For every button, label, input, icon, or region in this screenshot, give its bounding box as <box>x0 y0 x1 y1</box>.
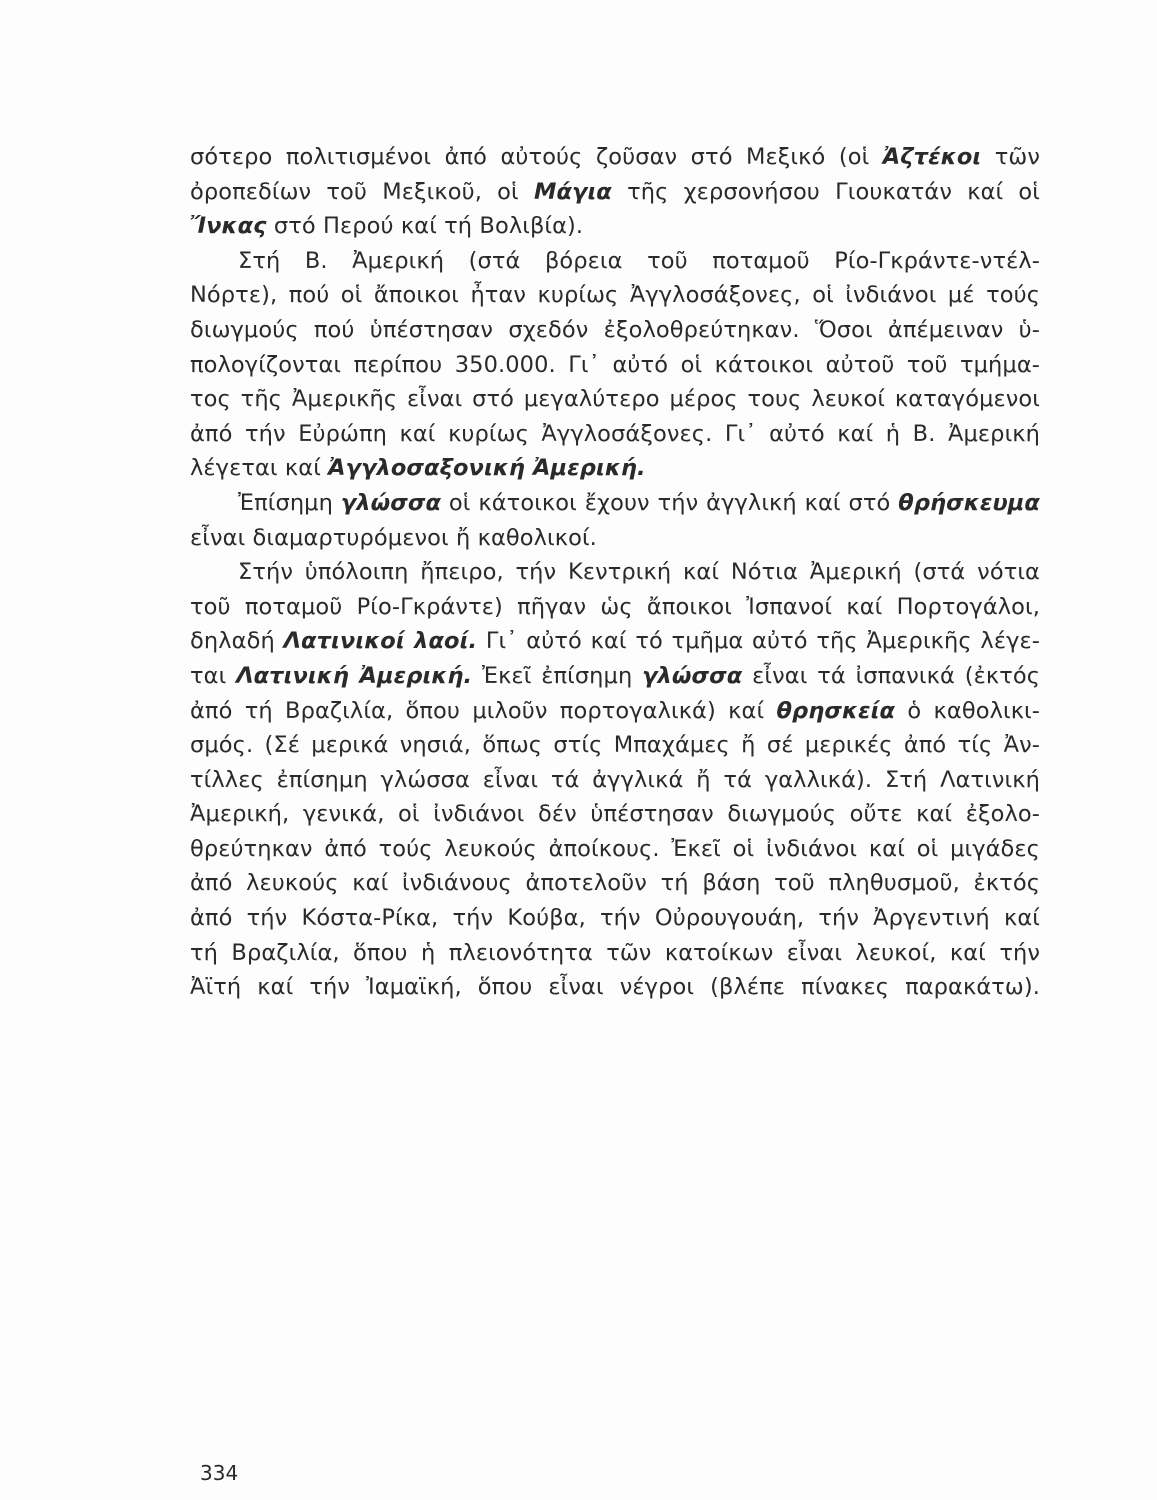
emphasized-term: Μάγια <box>533 178 612 205</box>
emphasized-term: Λατινικοί λαοί. <box>283 628 478 655</box>
text-segment: Στήν ὑπόλοιπη ἤπειρο, τήν Κεντρική καί Νότια Ἀμερική (στά νότια <box>238 559 1040 586</box>
text-segment: τῆς χερσονήσου Γιουκατάν καί οἱ <box>611 178 1040 205</box>
text-segment: ἀπό λευκούς καί ἰνδιάνους ἀποτελοῦν τή βάση τοῦ πληθυσμοῦ, ἐκτός <box>190 870 1040 897</box>
body-text <box>190 140 1040 1005</box>
emphasized-term: Ἀζτέκοι <box>882 144 982 170</box>
text-line <box>190 901 1040 936</box>
text-line <box>190 244 1040 279</box>
text-segment: ἀπό τή Βραζιλία, ὅπου μιλοῦν πορτογαλικά) καί <box>190 697 777 724</box>
text-segment: σότερο πολιτισμένοι ἀπό αὐτούς ζοῦσαν στό Μεξικό (οἱ <box>190 144 883 170</box>
text-line <box>190 140 1040 175</box>
text-segment: σμός. (Σέ μερικά νησιά, ὅπως στίς Μπαχάμες ἤ σέ μερικές ἀπό τίς Ἀν- <box>190 732 1040 759</box>
text-segment: εἶναι τά ἰσπανικά (ἐκτός <box>742 662 1041 689</box>
page-number: 334 <box>200 1461 239 1485</box>
text-segment: Στή Β. Ἀμερική (στά βόρεια τοῦ ποταμοῦ Ρίο-Γκράντε-ντέλ- <box>238 247 1040 274</box>
text-segment: ται <box>190 662 237 689</box>
text-line <box>190 970 1040 1005</box>
text-line <box>190 659 1040 694</box>
text-segment: Γι᾽ αὐτό καί τό τμῆμα αὐτό τῆς Ἀμερικῆς λέγε- <box>477 628 1040 655</box>
text-line <box>190 832 1040 867</box>
text-segment: ἀπό τήν Κόστα-Ρίκα, τήν Κούβα, τήν Οὐρουγουάη, τήν Ἀργεντινή καί <box>190 905 1040 932</box>
text-segment: θρεύτηκαν ἀπό τούς λευκούς ἀποίκους. Ἐκεῖ οἱ ἰνδιάνοι καί οἱ μιγάδες <box>190 835 1040 862</box>
emphasized-term: γλώσσα <box>340 489 442 516</box>
text-segment: ἀπό τήν Εὐρώπη καί κυρίως Ἀγγλοσάξονες. Γι᾽ αὐτό καί ἡ Β. Ἀμερική <box>190 420 1040 447</box>
text-segment: Ἐπίσημη <box>238 489 341 516</box>
text-line <box>190 417 1040 452</box>
text-segment: δηλαδή <box>190 628 284 655</box>
text-line <box>190 175 1040 210</box>
text-segment: Ἀμερική, γενικά, οἱ ἰνδιάνοι δέν ὑπέστησαν διωγμούς οὔτε καί ἐξολο- <box>190 801 1040 828</box>
text-line <box>190 382 1040 417</box>
text-segment: τος τῆς Ἀμερικῆς εἶναι στό μεγαλύτερο μέρος τους λευκοί καταγόμενοι <box>190 386 1040 413</box>
emphasized-term: θρησκεία <box>776 697 896 724</box>
text-segment: Νόρτε), πού οἱ ἄποικοι ἦταν κυρίως Ἀγγλοσάξονες, οἱ ἰνδιάνοι μέ τούς <box>190 282 1040 309</box>
text-line <box>190 797 1040 832</box>
text-segment: τή Βραζιλία, ὅπου ἡ πλειονότητα τῶν κατοίκων εἶναι λευκοί, καί τήν <box>190 939 1040 966</box>
text-segment: πολογίζονται περίπου 350.000. Γι᾽ αὐτό οἱ κάτοικοι αὐτοῦ τοῦ τμήμα- <box>190 351 1040 378</box>
text-segment: τοῦ ποταμοῦ Ρίο-Γκράντε) πῆγαν ὡς ἄποικοι Ἰσπανοί καί Πορτογάλοι, <box>190 593 1040 620</box>
text-segment: τίλλες ἐπίσημη γλώσσα εἶναι τά ἀγγλικά ἤ τά γαλλικά). Στή Λατινική <box>190 766 1040 793</box>
text-line <box>190 763 1040 798</box>
text-line <box>190 936 1040 971</box>
text-segment: Ἀϊτή καί τήν Ἰαμαϊκή, ὅπου εἶναι νέγροι (βλέπε πίνακες παρακάτω). <box>190 974 1040 1001</box>
text-segment: οἱ κάτοικοι ἔχουν τήν ἀγγλική καί στό <box>441 489 899 516</box>
emphasized-term: γλώσσα <box>642 662 743 689</box>
text-line <box>190 728 1040 763</box>
text-segment: ὀροπεδίων τοῦ Μεξικοῦ, οἱ <box>190 178 534 205</box>
text-line <box>190 278 1040 313</box>
text-line <box>190 590 1040 625</box>
emphasized-term: Λατινική Ἀμερική. <box>236 662 473 689</box>
text-segment: λέγεται καί <box>190 455 329 482</box>
text-line <box>190 866 1040 901</box>
text-line <box>190 209 1040 244</box>
text-segment: εἶναι διαμαρτυρόμενοι ἤ καθολικοί. <box>190 524 597 551</box>
text-line <box>190 451 1040 486</box>
text-line <box>190 348 1040 383</box>
emphasized-term: θρήσκευμα <box>898 489 1040 516</box>
emphasized-term: Ἴνκας <box>190 213 267 240</box>
text-line <box>190 486 1040 521</box>
text-segment: διωγμούς πού ὑπέστησαν σχεδόν ἐξολοθρεύτηκαν. Ὅσοι ἀπέμειναν ὑ- <box>190 316 1040 343</box>
text-segment: ὁ καθολικι- <box>895 697 1040 724</box>
text-line <box>190 313 1040 348</box>
text-line <box>190 694 1040 729</box>
text-segment: στό Περού καί τή Βολιβία). <box>266 213 584 240</box>
text-line <box>190 624 1040 659</box>
text-segment: τῶν <box>981 144 1040 170</box>
text-segment: Ἐκεῖ ἐπίσημη <box>472 662 643 689</box>
text-line <box>190 555 1040 590</box>
emphasized-term: Ἀγγλοσαξονική Ἀμερική. <box>328 455 646 482</box>
text-line <box>190 521 1040 556</box>
